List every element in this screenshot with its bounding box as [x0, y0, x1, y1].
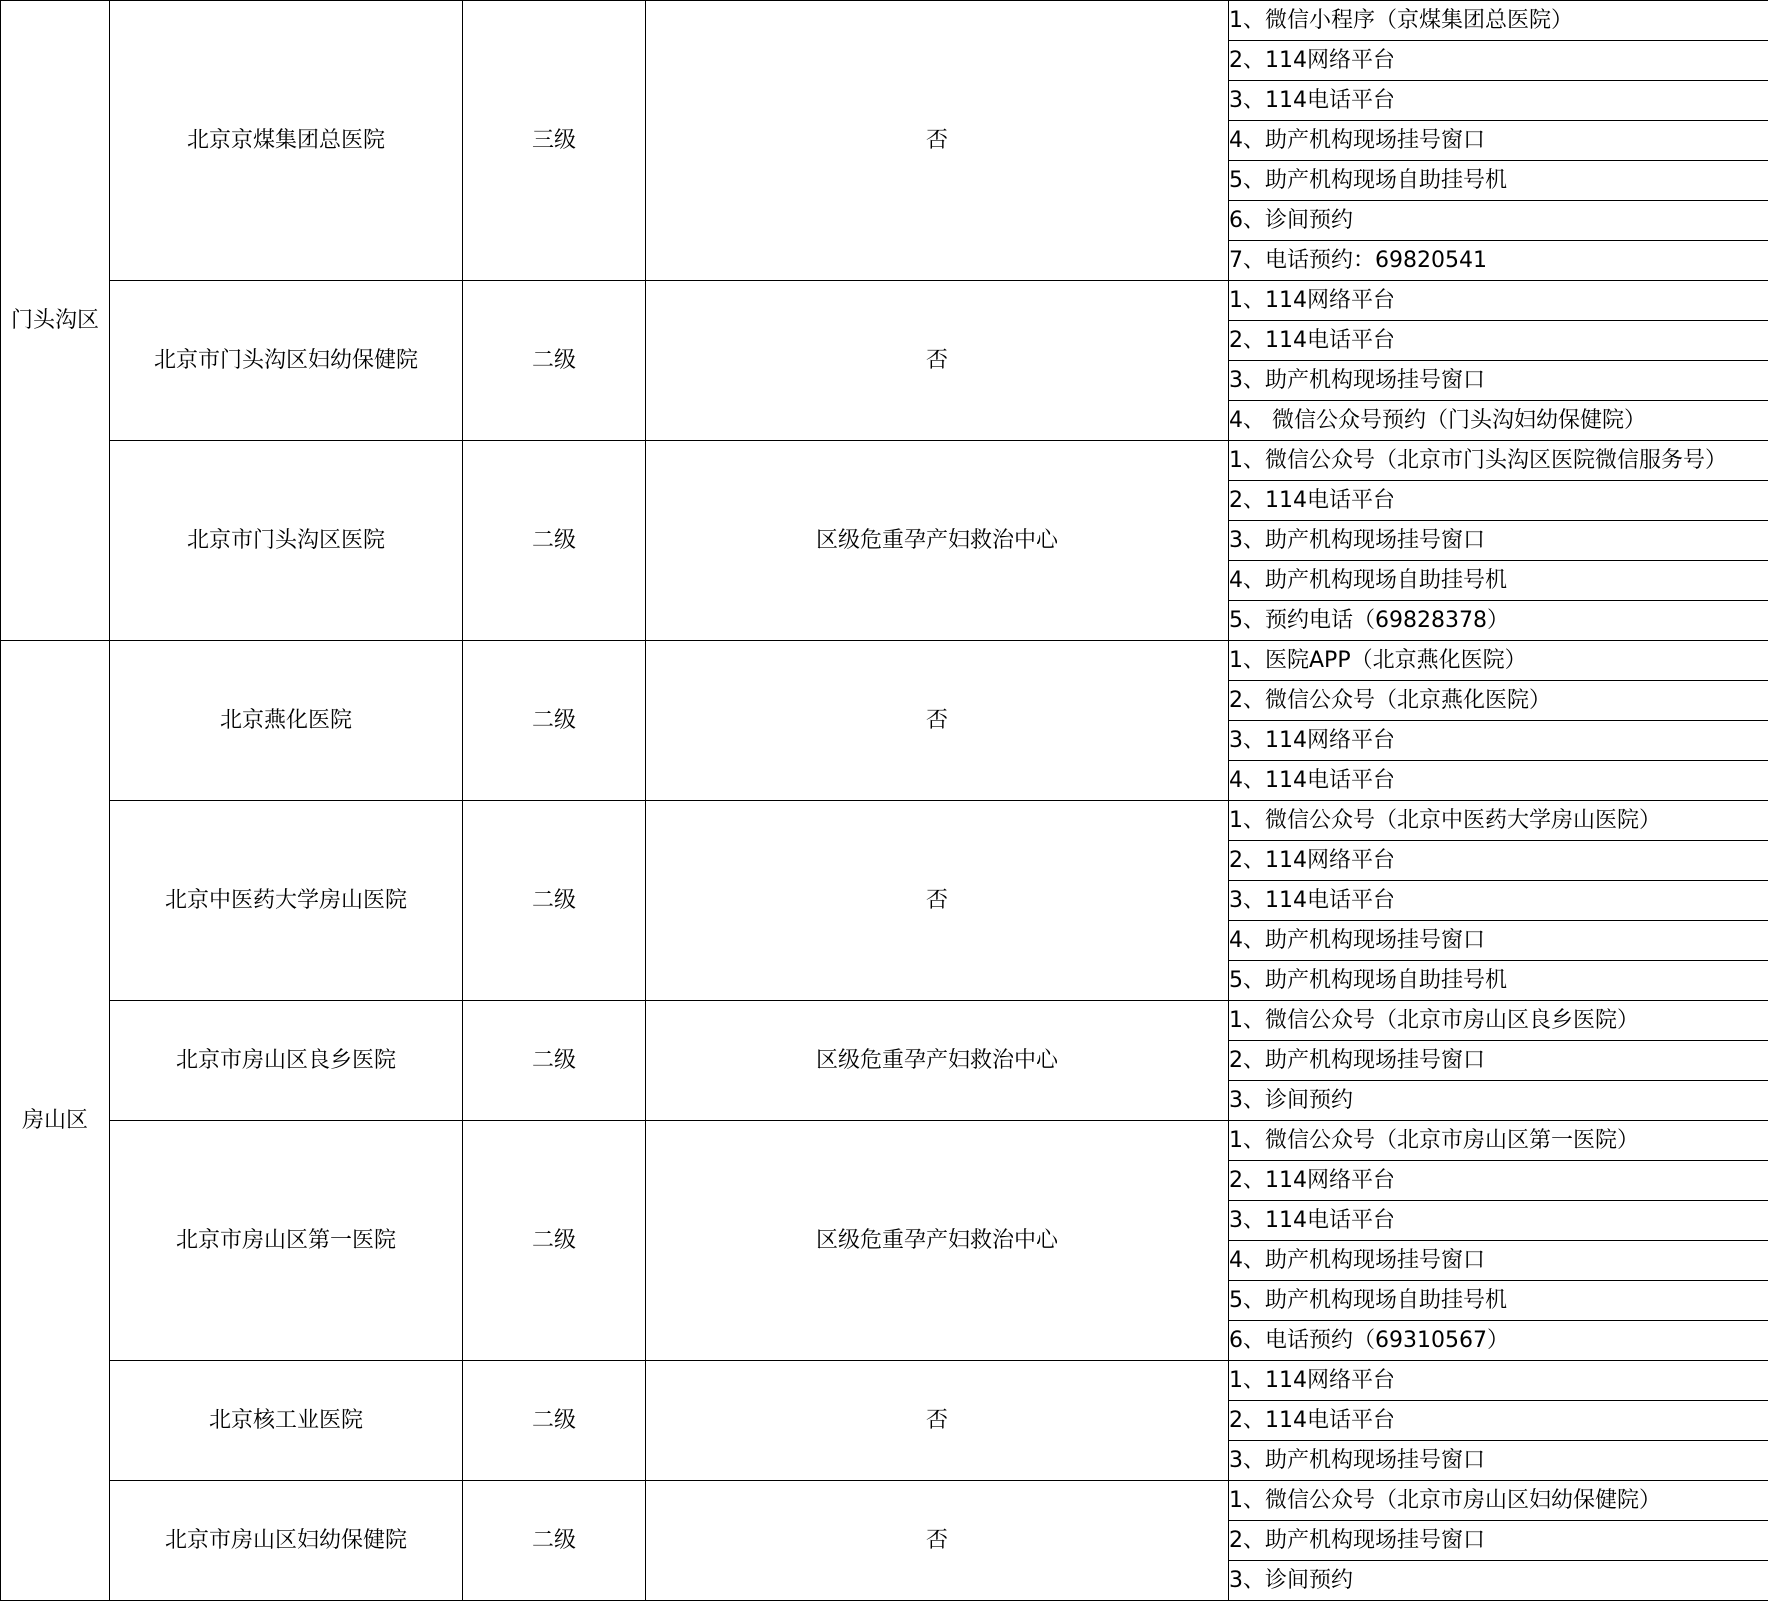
hospital-name-cell: 北京市门头沟区妇幼保健院 — [110, 281, 463, 441]
registration-channel-cell: 4、助产机构现场自助挂号机 — [1229, 561, 1768, 601]
registration-channel-cell: 5、预约电话（69828378） — [1229, 601, 1768, 641]
registration-channel-cell: 3、诊间预约 — [1229, 1081, 1768, 1121]
hospital-level-cell: 二级 — [463, 1481, 646, 1601]
registration-channel-cell: 3、114电话平台 — [1229, 881, 1768, 921]
table-row — [1, 1361, 1768, 1401]
registration-channel-cell: 4、助产机构现场挂号窗口 — [1229, 1241, 1768, 1281]
hospital-level-cell: 二级 — [463, 1121, 646, 1361]
critical-center-cell: 区级危重孕产妇救治中心 — [646, 1001, 1229, 1121]
table-row — [1, 641, 1768, 681]
hospital-name-cell: 北京燕化医院 — [110, 641, 463, 801]
district-cell: 门头沟区 — [1, 1, 110, 641]
registration-channel-cell: 5、助产机构现场自助挂号机 — [1229, 161, 1768, 201]
critical-center-cell: 区级危重孕产妇救治中心 — [646, 1121, 1229, 1361]
hospital-level-cell: 二级 — [463, 441, 646, 641]
registration-channel-cell: 2、114电话平台 — [1229, 1401, 1768, 1441]
registration-channel-cell: 1、微信公众号（北京市房山区妇幼保健院） — [1229, 1481, 1768, 1521]
table-row — [1, 281, 1768, 321]
table-row — [1, 801, 1768, 841]
registration-channel-cell: 1、114网络平台 — [1229, 1361, 1768, 1401]
critical-center-cell: 否 — [646, 1, 1229, 281]
registration-channel-cell: 2、助产机构现场挂号窗口 — [1229, 1521, 1768, 1561]
hospital-level-cell: 三级 — [463, 1, 646, 281]
district-cell: 房山区 — [1, 641, 110, 1601]
registration-channel-cell: 6、诊间预约 — [1229, 201, 1768, 241]
registration-channel-cell: 5、助产机构现场自助挂号机 — [1229, 1281, 1768, 1321]
hospital-name-cell: 北京市门头沟区医院 — [110, 441, 463, 641]
registration-channel-cell: 2、114电话平台 — [1229, 481, 1768, 521]
hospital-name-cell: 北京市房山区妇幼保健院 — [110, 1481, 463, 1601]
hospital-level-cell: 二级 — [463, 281, 646, 441]
critical-center-cell: 否 — [646, 281, 1229, 441]
table-row — [1, 1001, 1768, 1041]
registration-channel-cell: 7、电话预约：69820541 — [1229, 241, 1768, 281]
registration-channel-cell: 1、微信小程序（京煤集团总医院） — [1229, 1, 1768, 41]
hospital-name-cell: 北京市房山区良乡医院 — [110, 1001, 463, 1121]
hospital-name-cell: 北京核工业医院 — [110, 1361, 463, 1481]
table-row — [1, 1481, 1768, 1521]
registration-channel-cell: 1、微信公众号（北京市门头沟区医院微信服务号） — [1229, 441, 1768, 481]
hospital-level-cell: 二级 — [463, 801, 646, 1001]
registration-channel-cell: 3、114电话平台 — [1229, 1201, 1768, 1241]
registration-channel-cell: 1、微信公众号（北京市房山区第一医院） — [1229, 1121, 1768, 1161]
critical-center-cell: 区级危重孕产妇救治中心 — [646, 441, 1229, 641]
critical-center-cell: 否 — [646, 641, 1229, 801]
registration-channel-cell: 3、诊间预约 — [1229, 1561, 1768, 1601]
registration-channel-cell: 2、114网络平台 — [1229, 1161, 1768, 1201]
registration-channel-cell: 3、114网络平台 — [1229, 721, 1768, 761]
critical-center-cell: 否 — [646, 801, 1229, 1001]
hospital-name-cell: 北京市房山区第一医院 — [110, 1121, 463, 1361]
critical-center-cell: 否 — [646, 1361, 1229, 1481]
registration-channel-cell: 4、助产机构现场挂号窗口 — [1229, 121, 1768, 161]
hospital-level-cell: 二级 — [463, 641, 646, 801]
registration-channel-cell: 1、微信公众号（北京市房山区良乡医院） — [1229, 1001, 1768, 1041]
registration-channel-cell: 4、114电话平台 — [1229, 761, 1768, 801]
registration-channel-cell: 3、助产机构现场挂号窗口 — [1229, 521, 1768, 561]
hospital-level-cell: 二级 — [463, 1001, 646, 1121]
table-row — [1, 441, 1768, 481]
registration-channel-cell: 2、114网络平台 — [1229, 841, 1768, 881]
registration-channel-cell: 2、微信公众号（北京燕化医院） — [1229, 681, 1768, 721]
registration-channel-cell: 3、助产机构现场挂号窗口 — [1229, 361, 1768, 401]
hospital-name-cell: 北京中医药大学房山医院 — [110, 801, 463, 1001]
registration-channel-cell: 1、微信公众号（北京中医药大学房山医院） — [1229, 801, 1768, 841]
registration-channel-cell: 6、电话预约（69310567） — [1229, 1321, 1768, 1361]
registration-channel-cell: 5、助产机构现场自助挂号机 — [1229, 961, 1768, 1001]
hospital-name-cell: 北京京煤集团总医院 — [110, 1, 463, 281]
registration-channel-cell: 3、114电话平台 — [1229, 81, 1768, 121]
critical-center-cell: 否 — [646, 1481, 1229, 1601]
registration-channel-cell: 1、医院APP（北京燕化医院） — [1229, 641, 1768, 681]
registration-channel-cell: 2、114网络平台 — [1229, 41, 1768, 81]
registration-channel-cell: 4、 微信公众号预约（门头沟妇幼保健院） — [1229, 401, 1768, 441]
registration-channel-cell: 3、助产机构现场挂号窗口 — [1229, 1441, 1768, 1481]
registration-channel-cell: 1、114网络平台 — [1229, 281, 1768, 321]
registration-channel-cell: 4、助产机构现场挂号窗口 — [1229, 921, 1768, 961]
table-row — [1, 1121, 1768, 1161]
registration-channel-cell: 2、114电话平台 — [1229, 321, 1768, 361]
hospital-level-cell: 二级 — [463, 1361, 646, 1481]
registration-channel-cell: 2、助产机构现场挂号窗口 — [1229, 1041, 1768, 1081]
table-row — [1, 1, 1768, 41]
table-body — [1, 1, 1768, 1601]
